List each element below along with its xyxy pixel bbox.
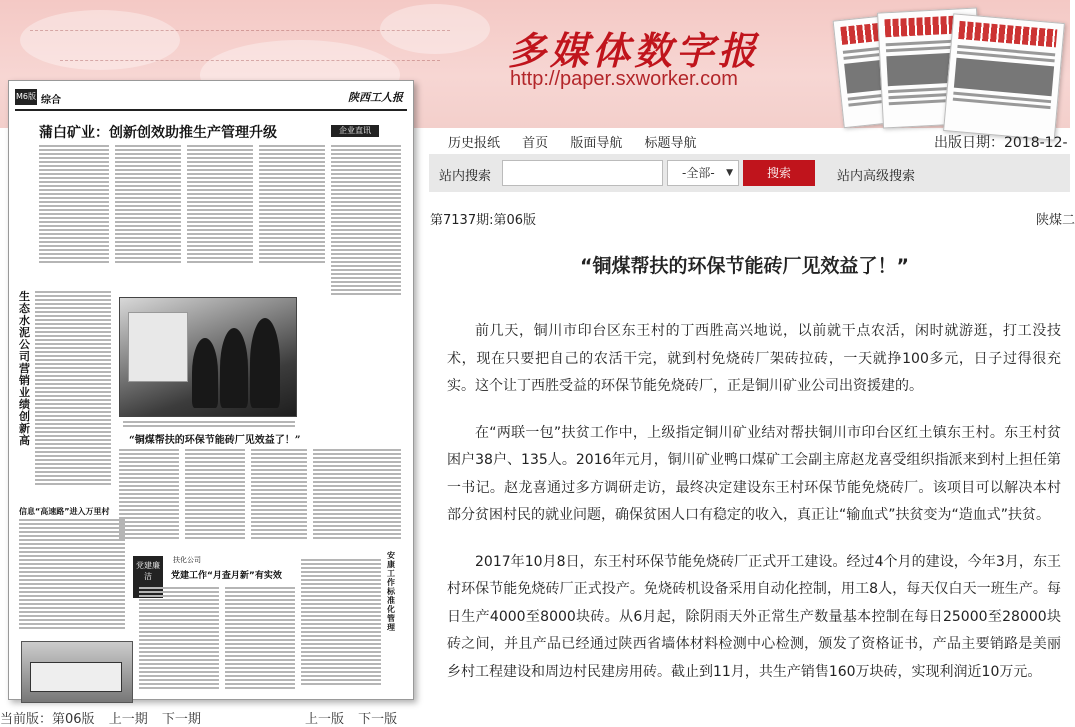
article-paragraph: 在“两联一包”扶贫工作中，上级指定铜川矿业结对帮扶铜川市印台区红土镇东王村。东王村贫困户38户、135人。2016年元月，铜川矿业鸭口煤矿工会副主席赵龙喜受组织指派来到村上担任第一书记。赵龙喜通过多方调研走访，最终决定建设东王村环保节能免烧砖厂。该项目可以解决本村部分贫困村民的就业问题，确保贫困人口有稳定的收入，真正让“输血式”扶贫变为“造血式”扶贫。 [447,424,1061,523]
text-column [331,145,401,297]
newspaper-masthead [15,87,407,111]
next-issue-link[interactable]: 下一期 [161,712,201,727]
search-scope-select[interactable] [667,160,739,186]
banner-cloud [380,4,490,54]
banner-decoration [30,30,450,31]
column-headline[interactable]: 党建工作“月查月新”有实效 [171,571,282,581]
photo-caption [123,421,295,429]
photo-person [192,338,218,408]
search-input[interactable] [502,160,663,186]
text-column [185,449,245,541]
text-column [19,519,125,631]
photo-bus [30,662,122,692]
nav-page-navigation[interactable]: 版面导航 [570,136,623,151]
brand-url: http://paper.sxworker.com [510,68,738,90]
vertical-headline[interactable]: 生态水泥公司营销业绩创新高 [19,290,30,447]
next-page-link[interactable]: 下一版 [358,712,398,727]
newspaper-headline[interactable]: 蒲白矿业：创新创效助推生产管理升级 [39,125,277,141]
text-column [313,449,401,541]
article-body [447,318,1061,705]
article-paragraph: 2017年10月8日，东王村环保节能免烧砖厂正式开工建设。经过4个月的建设，今年3月，东王村环保节能免烧砖厂正式投产。免烧砖机设备采用自动化控制，用工8人，每天仅白天一班生产。每日生产4000至8000块砖。从6月起，除阴雨天外正常生产数量基本控制在每日25000至28000块砖之间，并且产品已经通过陕西省墙体材料检测中心检测，颁发了资格证书，产品主要销路是美丽乡村工程建设和周边村民建房用砖。截止到11月，共生产销售160万块砖，实现利润近10万元。 [447,553,1061,680]
news-photo[interactable] [119,297,297,417]
bus-photo[interactable] [21,641,133,703]
newspaper-thumbnail [943,13,1065,140]
section-name: 综合 [41,95,61,106]
nav-history[interactable]: 历史报纸 [448,136,501,151]
prev-issue-link[interactable]: 上一期 [108,712,148,727]
photo-board [128,312,188,382]
text-column [225,587,295,691]
text-column [187,145,253,265]
text-column [35,291,111,487]
advanced-search-link[interactable]: 站内高级搜索 [837,169,916,184]
nav-title-navigation[interactable]: 标题导航 [644,136,697,151]
top-nav [448,132,714,151]
right-vertical-headline[interactable]: 安康工作标准化管理 [387,551,395,632]
article-title: “铜煤帮扶的环保节能砖厂见效益了！” [580,255,909,277]
side-tag: 企业直讯 [331,125,379,137]
article-source: 陕煤二 [1036,213,1075,228]
issue-label: 第7137期:第06版 [430,213,537,228]
text-column [119,449,179,541]
search-button[interactable]: 搜索 [743,160,815,186]
column-kicker: 扶化公司 [173,556,201,564]
search-bar [429,154,1070,192]
nav-home[interactable]: 首页 [522,136,549,151]
photo-headline[interactable]: “铜煤帮扶的环保节能砖厂见效益了！” [129,435,301,446]
text-column [251,449,307,541]
banner-cloud [20,10,180,70]
brand-title: 多媒体数字报 [508,28,761,73]
text-column [139,587,219,691]
search-scope-value: -全部- [682,166,715,180]
search-label: 站内搜索 [439,169,492,184]
sub-headline[interactable]: 信息“高速路”进入万里村 [19,507,110,516]
page-navigation [0,708,420,727]
photo-person [220,328,248,408]
text-column [301,559,381,687]
newspaper-page-image[interactable] [8,80,414,700]
chevron-down-icon: ▼ [726,168,733,178]
photo-person [250,318,280,408]
article-paragraph: 前几天，铜川市印台区东王村的丁西胜高兴地说，以前就干点农活，闲时就游逛，打工没技术，现在只要把自己的农活干完，就到村免烧砖厂架砖拉砖，一天就挣100多元，日子过得很充实。这个让丁西胜受益的环保节能免烧砖厂，正是铜川矿业公司出资援建的。 [447,323,1061,394]
text-column [39,145,109,265]
newspaper-logo: 陕西工人报 [348,91,403,104]
prev-page-link[interactable]: 上一版 [305,712,345,727]
banner-decoration [60,60,440,61]
column-badge: 党建廉洁 [133,556,163,598]
current-page-label: 当前版：第06版 [0,712,95,727]
edition-badge: M6版 [15,89,37,105]
publish-date: 出版日期：2018-12- [934,135,1068,151]
text-column [259,145,325,265]
text-column [115,145,181,265]
